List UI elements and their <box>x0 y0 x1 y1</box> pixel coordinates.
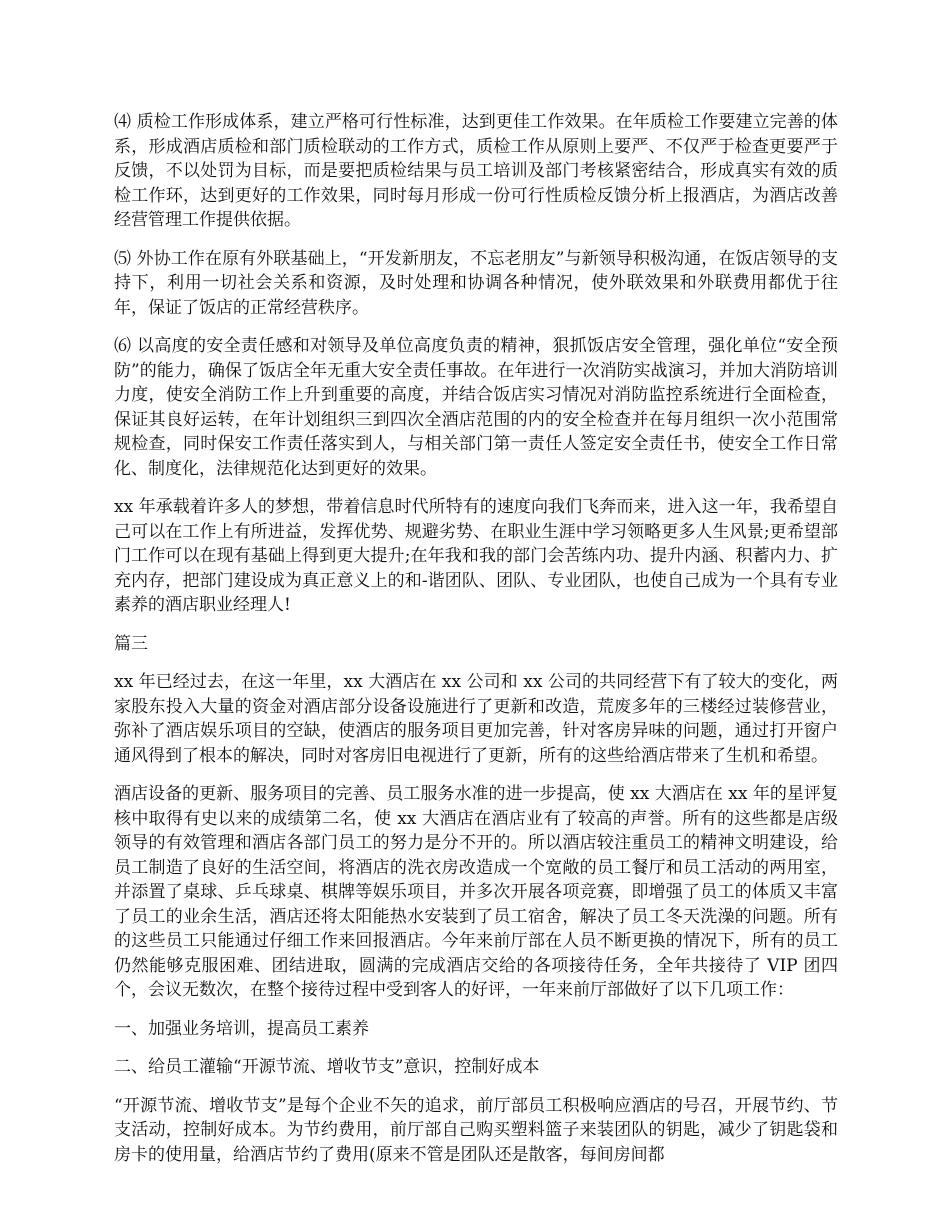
paragraph-year-review: xx 年已经过去，在这一年里，xx 大酒店在 xx 公司和 xx 公司的共同经营下有了较大的变化，两家股东投入大量的资金对酒店部分设备设施进行了更新和改造，荒废多年的三楼经过装修营业，弥补了酒店娱乐项目的空缺，使酒店的服务项目更加完善，针对客房异味的问题，通过打开窗户通风得到了根本的解决，同时对客房旧电视进行了更新，所有的这些给酒店带来了生机和希望。 <box>114 672 838 766</box>
paragraph-new-year-outlook: xx 年承载着许多人的梦想，带着信息时代所特有的速度向我们飞奔而来，进入这一年，我希望自己可以在工作上有所进益，发挥优势、规避劣势、在职业生涯中学习领略更多人生风景;更希望部门工作可以在现有基础上得到更大提升;在年我和我的部门会苦练内功、提升内涵、积蓄内力、扩充内存，把部门建设成为真正意义上的和-谐团队、团队、专业团队，也使自己成为一个具有专业素养的酒店职业经理人! <box>114 497 838 615</box>
paragraph-cost-saving: “开源节流、增收节支”是每个企业不矢的追求，前厅部员工积极响应酒店的号召，开展节约、节支活动，控制好成本。为节约费用，前厅部自己购买塑料篮子来装团队的钥匙，减少了钥匙袋和房卡的使用量，给酒店节约了费用(原来不管是团队还是散客，每间房间都 <box>114 1095 838 1165</box>
paragraph-quality-inspection: ⑷ 质检工作形成体系，建立严格可行性标准，达到更佳工作效果。在年质检工作要建立完善的体系，形成酒店质检和部门质检联动的工作方式，质检工作从原则上要严、不仅严于检查更要严于反馈，不以处罚为目标，而是要把质检结果与员工培训及部门考核紧密结合，形成真实有效的质检工作环，达到更好的工作效果，同时每月形成一份可行性质检反馈分析上报酒店，为酒店改善经营管理工作提供依据。 <box>114 112 838 230</box>
document-body <box>114 110 838 1181</box>
list-item-cost-control: 二、给员工灌输“开源节流、增收节支”意识，控制好成本 <box>114 1057 540 1077</box>
section-heading: 篇三 <box>114 633 148 654</box>
list-item-training: 一、加强业务培训，提高员工素养 <box>114 1018 369 1039</box>
paragraph-external-relations: ⑸ 外协工作在原有外联基础上，“开发新朋友，不忘老朋友”与新领导积极沟通，在饭店领导的支持下，利用一切社会关系和资源，及时处理和协调各种情况，使外联效果和外联费用都优于往年，保证了饭店的正常经营秩序。 <box>114 248 838 318</box>
paragraph-safety-management: ⑹ 以高度的安全责任感和对领导及单位高度负责的精神，狠抓饭店安全管理，强化单位“安全预防”的能力，确保了饭店全年无重大安全责任事故。在年进行一次消防实战演习，并加大消防培训力度，使安全消防工作上升到重要的高度，并结合饭店实习情况对消防监控系统进行全面检查，保证其良好运转，在年计划组织三到四次全酒店范围的内的安全检查并在每月组织一次小范围常规检查，同时保安工作责任落实到人，与相关部门第一责任人签定安全责任书，使安全工作日常化、制度化，法律规范化达到更好的效果。 <box>114 336 838 479</box>
paragraph-hotel-improvements: 酒店设备的更新、服务项目的完善、员工服务水准的进一步提高，使 xx 大酒店在 xx 年的星评复核中取得有史以来的成绩第二名，使 xx 大酒店在酒店业有了较高的声誉。所有的这些都是店级领导的有效管理和酒店各部门员工的努力是分不开的。所以酒店较注重员工的精神文明建设，给员工制造了良好的生活空间，将酒店的洗衣房改造成一个宽敞的员工餐厅和员工活动的两用室，并添置了桌球、乒乓球桌、棋牌等娱乐项目，并多次开展各项竞赛，即增强了员工的体质又丰富了员工的业余生活，酒店还将太阳能热水安装到了员工宿舍，解决了员工冬天洗澡的问题。所有的这些员工只能通过仔细工作来回报酒店。今年来前厅部在人员不断更换的情况下，所有的员工仍然能够克服困难、团结进取，圆满的完成酒店交给的各项接待任务，全年共接待了 VIP 团四个，会议无数次，在整个接待过程中受到客人的好评，一年来前厅部做好了以下几项工作： <box>114 784 838 1000</box>
